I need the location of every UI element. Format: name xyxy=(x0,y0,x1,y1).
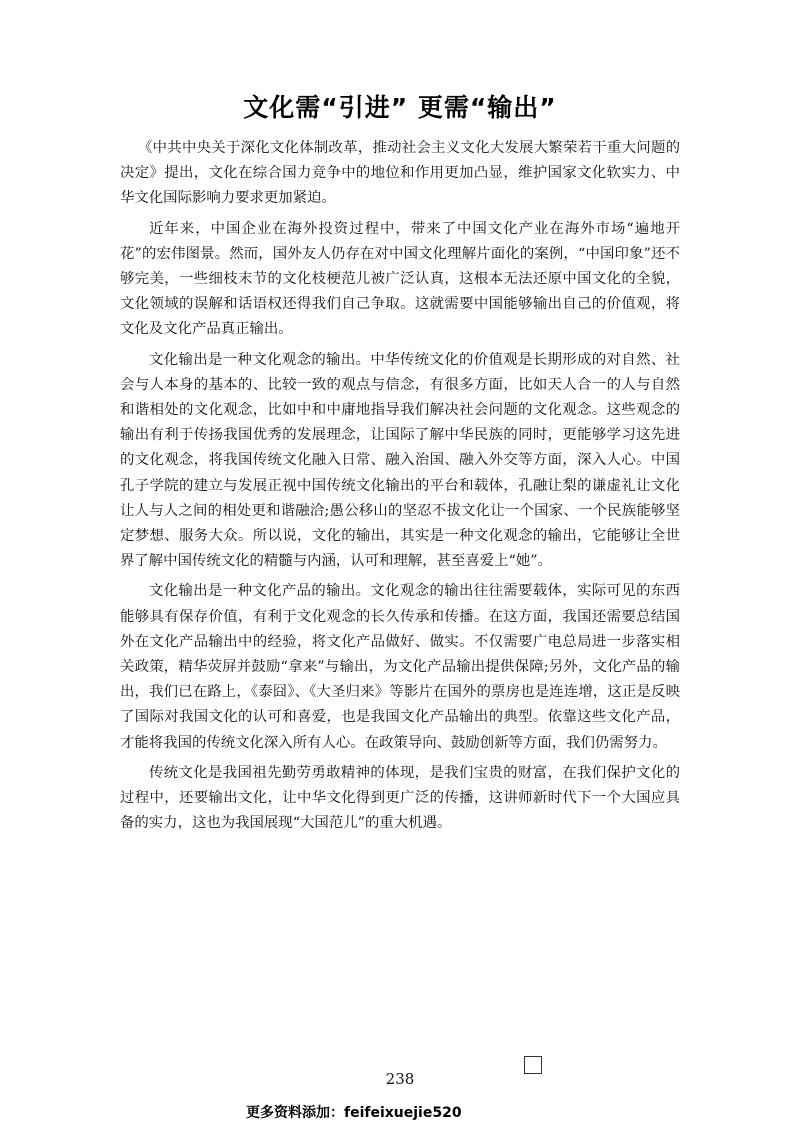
page-number: 238 xyxy=(385,1070,415,1088)
footer-note: 更多资料添加：feifeixuejie520 xyxy=(246,1105,462,1121)
page-title: 文化需“引进” 更需“输出” xyxy=(243,93,557,122)
paragraph: 文化输出是一种文化产品的输出。文化观念的输出往往需要载体，实际可见的东西能够具有保存价值，有利于文化观念的长久传承和传播。在这方面，我国还需要总结国外在文化产品输出中的经验，将文化产品做好、做实。不仅需要广电总局进一步落实相关政策，精华荧屏并鼓励“拿来”与输出，为文化产品输出提供保障;另外，文化产品的输出，我们已在路上，《泰囧》、《大圣归来》等影片在国外的票房也是连连增，这正是反映了国际对我国文化的认可和喜爱，也是我国文化产品输出的典型。依靠这些文化产品，才能将我国的传统文化深入所有人心。在政策导向、鼓励创新等方面，我们仍需努力。 xyxy=(120,583,680,751)
paragraph: 传统文化是我国祖先勤劳勇敢精神的体现，是我们宝贵的财富，在我们保护文化的过程中，还要输出文化，让中华文化得到更广泛的传播，这讲师新时代下一个大国应具备的实力，这也为我国展现“大国范儿”的重大机遇。 xyxy=(120,764,680,832)
paragraph: 近年来，中国企业在海外投资过程中，带来了中国文化产业在海外市场“遍地开花”的宏伟图景。然而，国外友人仍存在对中国文化理解片面化的案例，“中国印象”还不够完美，一些细枝末节的文化枝梗范儿被广泛认真，这根本无法还原中国文化的全貌，文化领域的误解和话语权还得我们自己争取。这就需要中国能够输出自己的价值观，将文化及文化产品真正输出。 xyxy=(120,220,680,338)
paragraph: 文化输出是一种文化观念的输出。中华传统文化的价值观是长期形成的对自然、社会与人本身的基本的、比较一致的观点与信念，有很多方面，比如天人合一的人与自然和谐相处的文化观念，比如中和中庸地指导我们解决社会问题的文化观念。这些观念的输出有利于传扬我国优秀的发展理念，让国际了解中华民族的同时，更能够学习这先进的文化观念，将我国传统文化融入日常、融入治国、融入外交等方面，深入人心。中国孔子学院的建立与发展正视中国传统文化输出的平台和载体，孔融让梨的谦虚礼让文化让人与人之间的相处更和谐融洽;愚公移山的坚忍不拔文化让一个国家、一个民族能够坚定梦想、服务大众。所以说，文化的输出，其实是一种文化观念的输出，它能够让全世界了解中国传统文化的精髓与内涵，认可和理解，甚至喜爱上“她”。 xyxy=(120,351,680,570)
paragraph: 《中共中央关于深化文化体制改革，推动社会主义文化大发展大繁荣若干重大问题的决定》提出，文化在综合国力竞争中的地位和作用更加凸显，维护国家文化软实力、中华文化国际影响力要求更加紧迫。 xyxy=(120,140,680,207)
article-body xyxy=(120,136,680,841)
